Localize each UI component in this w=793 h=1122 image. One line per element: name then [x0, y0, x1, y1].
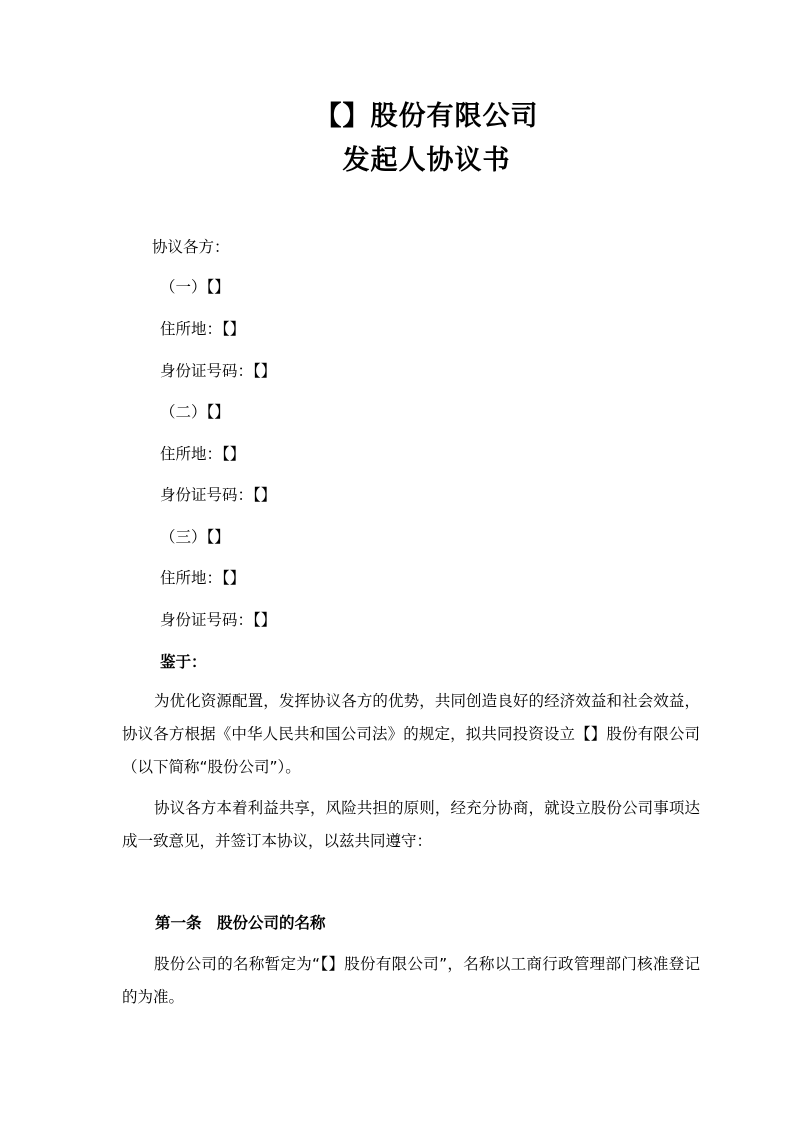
- article-1-text: 股份公司的名称暂定为“【】股份有限公司”，名称以工商行政管理部门核准登记的为准。: [122, 955, 700, 1006]
- article-1-heading: 第一条 股份公司的名称: [155, 914, 326, 932]
- party-2-address: 住所地：【】: [160, 445, 246, 463]
- paragraph-principles: 协议各方本着利益共享，风险共担的原则，经充分协商，就设立股份公司事项达成一致意见，并签订本协议，以兹共同遵守：: [122, 799, 700, 850]
- party-3-id: 身份证号码：【】: [160, 611, 277, 629]
- whereas-heading: 鉴于：: [160, 653, 207, 671]
- party-3-label: （三）【】: [160, 528, 230, 546]
- document-title-company: 【】股份有限公司: [314, 101, 539, 132]
- party-1-label: （一）【】: [160, 278, 230, 296]
- party-3-address: 住所地：【】: [160, 569, 246, 587]
- party-1-address: 住所地：【】: [160, 320, 246, 338]
- paragraph-purpose: 为优化资源配置，发挥协议各方的优势，共同创造良好的经济效益和社会效益，协议各方根据《中华人民共和国公司法》的规定，拟共同投资设立【】股份有限公司（以下简称“股份公司”）。: [122, 692, 700, 776]
- document-title-agreement: 发起人协议书: [342, 145, 511, 176]
- party-1-id: 身份证号码：【】: [160, 362, 277, 380]
- party-2-label: （二）【】: [160, 403, 230, 421]
- parties-heading: 协议各方：: [152, 238, 230, 256]
- party-2-id: 身份证号码：【】: [160, 486, 277, 504]
